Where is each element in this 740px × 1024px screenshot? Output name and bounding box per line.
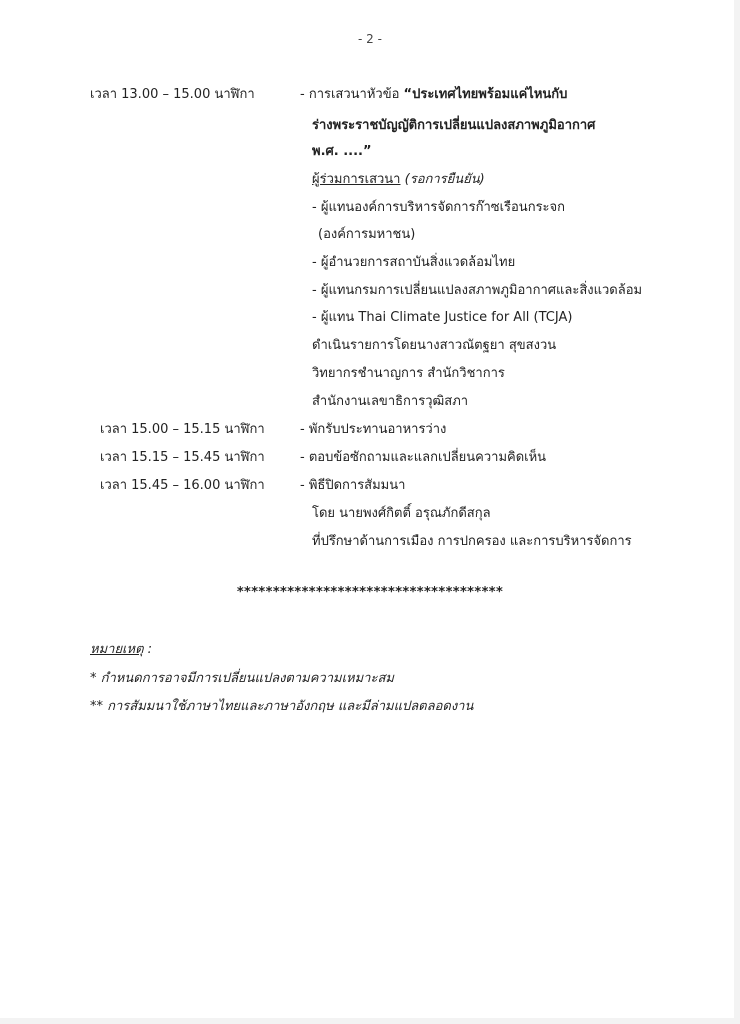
session4-desc: - พิธีปิดการสัมมนา bbox=[300, 478, 406, 493]
note-item-2: ** การสัมมนาใช้ภาษาไทยและภาษาอังกฤษ และมีล่ามแปลตลอดงาน bbox=[90, 699, 474, 714]
session1-topic-line2: ร่างพระราชบัญญัติการเปลี่ยนแปลงสภาพภูมิอากาศ bbox=[312, 118, 596, 133]
session4-by: โดย นายพงศ์กิตติ์ อรุณภักดีสกุล bbox=[312, 506, 491, 521]
panel-heading bbox=[312, 171, 485, 189]
session1-time: เวลา 13.00 – 15.00 นาฬิกา bbox=[90, 87, 255, 102]
moderator-line-1: ดำเนินรายการโดยนางสาวณัตฐยา สุขสงวน bbox=[312, 338, 557, 353]
note-item-1: * กำหนดการอาจมีการเปลี่ยนแปลงตามความเหมาะสม bbox=[90, 671, 394, 686]
notes-heading bbox=[90, 641, 152, 659]
notes-heading-label: หมายเหตุ bbox=[90, 642, 144, 657]
panelist-4: - ผู้แทน Thai Climate Justice for All (TCJA) bbox=[312, 310, 573, 325]
session2-desc: - พักรับประทานอาหารว่าง bbox=[300, 422, 447, 437]
session1-topic-title-start: “ประเทศไทยพร้อมแค่ไหนกับ bbox=[403, 87, 568, 102]
moderator-line-3: สำนักงานเลขาธิการวุฒิสภา bbox=[312, 394, 469, 409]
session1-topic-line1 bbox=[300, 86, 567, 104]
session4-role: ที่ปรึกษาด้านการเมือง การปกครอง และการบริหารจัดการ bbox=[312, 534, 632, 549]
session3-time: เวลา 15.15 – 15.45 นาฬิกา bbox=[100, 450, 265, 465]
panel-label: ผู้ร่วมการเสวนา bbox=[312, 172, 401, 187]
panelist-2: - ผู้อำนวยการสถาบันสิ่งแวดล้อมไทย bbox=[312, 255, 516, 270]
session2-time: เวลา 15.00 – 15.15 นาฬิกา bbox=[100, 422, 265, 437]
session1-topic-line3: พ.ศ. ....” bbox=[312, 144, 372, 159]
asterisk-divider: ************************************* bbox=[236, 585, 504, 600]
panelist-3: - ผู้แทนกรมการเปลี่ยนแปลงสภาพภูมิอากาศและสิ่งแวดล้อม bbox=[312, 283, 643, 298]
panelist-1-continued: (องค์การมหาชน) bbox=[318, 227, 416, 242]
page-number: - 2 - bbox=[358, 32, 382, 46]
notes-heading-colon: : bbox=[147, 642, 153, 657]
session1-topic-prefix: - การเสวนาหัวข้อ bbox=[300, 87, 400, 102]
panel-note: (รอการยืนยัน) bbox=[404, 172, 485, 187]
session3-desc: - ตอบข้อซักถามและแลกเปลี่ยนความคิดเห็น bbox=[300, 450, 547, 465]
session4-time: เวลา 15.45 – 16.00 นาฬิกา bbox=[100, 478, 265, 493]
panelist-1: - ผู้แทนองค์การบริหารจัดการก๊าซเรือนกระจก bbox=[312, 200, 566, 215]
moderator-line-2: วิทยากรชำนาญการ สำนักวิชาการ bbox=[312, 366, 505, 381]
